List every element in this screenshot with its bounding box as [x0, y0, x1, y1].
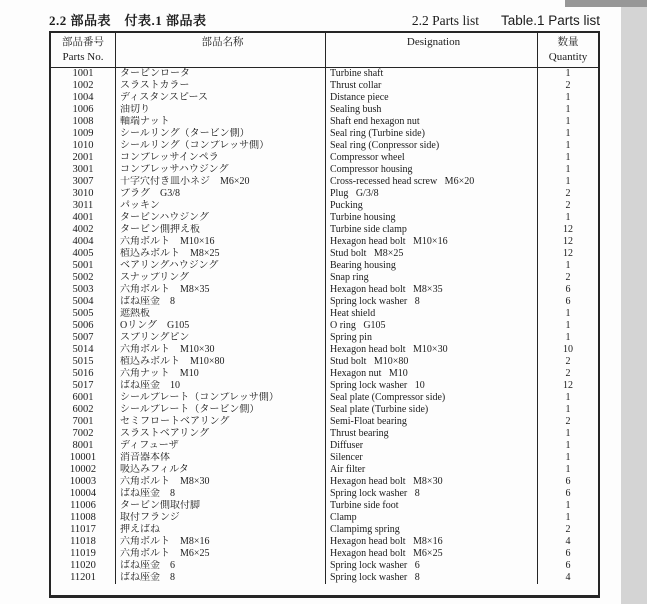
part-name-jp: ディスタンスピース [116, 92, 326, 104]
part-name-jp: シールプレート（タービン側） [116, 404, 326, 416]
part-quantity: 1 [565, 116, 571, 127]
part-quantity: 2 [565, 200, 571, 211]
part-name-jp: シールリング（タービン側） [116, 128, 326, 140]
part-quantity: 1 [565, 140, 571, 151]
part-designation: Cross-recessed head screw M6×20 [326, 176, 538, 188]
part-designation: Thrust collar [326, 80, 538, 92]
part-name-jp: 六角ナット M10 [116, 368, 326, 380]
parts-table [49, 31, 600, 598]
table-row [51, 236, 598, 248]
part-name-jp: 六角ボルト M10×16 [116, 236, 326, 248]
part-designation: Hexagon head bolt M8×35 [326, 284, 538, 296]
part-quantity: 4 [565, 536, 571, 547]
header-designation-en: Designation [406, 36, 461, 48]
part-number: 3010 [51, 188, 116, 200]
table-row [51, 440, 598, 452]
part-name-jp: ばね座金 8 [116, 488, 326, 500]
part-quantity: 1 [565, 92, 571, 103]
part-designation: Air filter [326, 464, 538, 476]
part-number: 5006 [51, 320, 116, 332]
part-quantity: 1 [565, 68, 571, 79]
part-quantity: 4 [565, 572, 571, 583]
part-quantity: 1 [565, 128, 571, 139]
table-row [51, 140, 598, 152]
header-part-name-jp: 部品名称 [201, 37, 244, 48]
page-title-english-group [412, 13, 600, 32]
part-quantity: 12 [563, 236, 573, 247]
part-quantity: 2 [565, 272, 571, 283]
part-quantity: 2 [565, 188, 571, 199]
table-body [51, 68, 598, 584]
part-name-jp: ばね座金 8 [116, 572, 326, 584]
table-row [51, 524, 598, 536]
part-quantity: 1 [565, 452, 571, 463]
part-designation: Hexagon head bolt M8×30 [326, 476, 538, 488]
table-row [51, 128, 598, 140]
part-name-jp: タービン側押え板 [116, 224, 326, 236]
part-number: 4005 [51, 248, 116, 260]
part-quantity: 1 [565, 392, 571, 403]
part-designation: Spring lock washer 6 [326, 560, 538, 572]
page-title-japanese: 2.2 部品表 付表.1 部品表 [49, 10, 207, 32]
part-number: 6002 [51, 404, 116, 416]
part-name-jp: ばね座金 6 [116, 560, 326, 572]
part-number: 11201 [51, 572, 116, 584]
part-designation: Plug G/3/8 [326, 188, 538, 200]
part-name-jp: 植込みボルト M8×25 [116, 248, 326, 260]
scan-edge-shadow [621, 0, 647, 604]
part-number: 5007 [51, 332, 116, 344]
part-designation: Seal plate (Turbine side) [326, 404, 538, 416]
part-quantity: 10 [563, 344, 573, 355]
part-quantity: 6 [565, 488, 571, 499]
part-quantity: 6 [565, 476, 571, 487]
table-row [51, 404, 598, 416]
part-designation: Hexagon nut M10 [326, 368, 538, 380]
part-designation: Compressor housing [326, 164, 538, 176]
part-quantity: 1 [565, 104, 571, 115]
table-row [51, 320, 598, 332]
part-designation: Hexagon head bolt M6×25 [326, 548, 538, 560]
header-parts-no-en: Parts No. [62, 51, 104, 63]
part-name-jp: 六角ボルト M6×25 [116, 548, 326, 560]
part-number: 4001 [51, 212, 116, 224]
part-quantity: 2 [565, 368, 571, 379]
part-designation: Seal ring (Turbine side) [326, 128, 538, 140]
part-designation: Diffuser [326, 440, 538, 452]
part-name-jp: 吸込みフィルタ [116, 464, 326, 476]
part-quantity: 12 [563, 380, 573, 391]
part-quantity: 1 [565, 176, 571, 187]
table-row [51, 80, 598, 92]
part-number: 5005 [51, 308, 116, 320]
part-name-jp: 六角ボルト M8×35 [116, 284, 326, 296]
part-number: 5014 [51, 344, 116, 356]
part-name-jp: 六角ボルト M8×16 [116, 536, 326, 548]
part-number: 11006 [51, 500, 116, 512]
table-row [51, 548, 598, 560]
table-row [51, 272, 598, 284]
part-name-jp: スラストカラー [116, 80, 326, 92]
part-name-jp: 六角ボルト M10×30 [116, 344, 326, 356]
part-quantity: 1 [565, 152, 571, 163]
part-quantity: 1 [565, 260, 571, 271]
table-row [51, 428, 598, 440]
part-quantity: 1 [565, 404, 571, 415]
part-number: 5017 [51, 380, 116, 392]
part-name-jp: タービンハウジング [116, 212, 326, 224]
table-row [51, 380, 598, 392]
table-caption-english: Table.1 Parts list [500, 13, 600, 28]
part-name-jp: 十字穴付き皿小ネジ M6×20 [116, 176, 326, 188]
part-quantity: 1 [565, 320, 571, 331]
header-parts-no-jp: 部品番号 [62, 37, 104, 48]
part-name-jp: スナップリング [116, 272, 326, 284]
part-quantity: 12 [563, 248, 573, 259]
part-name-jp: 植込みボルト M10×80 [116, 356, 326, 368]
part-quantity: 2 [565, 80, 571, 91]
table-row [51, 248, 598, 260]
table-row [51, 92, 598, 104]
part-designation: Shaft end hexagon nut [326, 116, 538, 128]
part-quantity: 1 [565, 332, 571, 343]
part-number: 4002 [51, 224, 116, 236]
part-number: 6001 [51, 392, 116, 404]
part-name-jp: 遮熱板 [116, 308, 326, 320]
part-number: 8001 [51, 440, 116, 452]
part-designation: Pucking [326, 200, 538, 212]
part-name-jp: ばね座金 10 [116, 380, 326, 392]
table-row [51, 572, 598, 584]
part-designation: Spring lock washer 8 [326, 572, 538, 584]
part-quantity: 1 [565, 164, 571, 175]
page-title-english: 2.2 Parts list [411, 13, 479, 28]
part-designation: Seal ring (Conpressor side) [326, 140, 538, 152]
part-quantity: 12 [563, 224, 573, 235]
part-designation: Turbine shaft [326, 68, 538, 80]
part-designation: Clampimg spring [326, 524, 538, 536]
part-name-jp: プラグ G3/8 [116, 188, 326, 200]
part-name-jp: タービン側取付脚 [116, 500, 326, 512]
part-name-jp: セミフロートベアリング [116, 416, 326, 428]
part-designation: Snap ring [326, 272, 538, 284]
table-row [51, 488, 598, 500]
part-name-jp: 六角ボルト M8×30 [116, 476, 326, 488]
table-row [51, 308, 598, 320]
part-number: 11018 [51, 536, 116, 548]
table-row [51, 296, 598, 308]
part-number: 10001 [51, 452, 116, 464]
part-designation: Spring pin [326, 332, 538, 344]
part-designation: Spring lock washer 8 [326, 488, 538, 500]
part-designation: Spring lock washer 10 [326, 380, 538, 392]
part-designation: Hexagon head bolt M10×16 [326, 236, 538, 248]
part-designation: Sealing bush [326, 104, 538, 116]
part-designation: Heat shield [326, 308, 538, 320]
part-designation: Distance piece [326, 92, 538, 104]
part-number: 7001 [51, 416, 116, 428]
part-name-jp: Oリング G105 [116, 320, 326, 332]
table-row [51, 104, 598, 116]
part-number: 1009 [51, 128, 116, 140]
part-designation: Hexagon head bolt M8×16 [326, 536, 538, 548]
part-number: 4004 [51, 236, 116, 248]
part-quantity: 1 [565, 500, 571, 511]
table-row [51, 536, 598, 548]
part-name-jp: スプリングピン [116, 332, 326, 344]
part-quantity: 1 [565, 212, 571, 223]
table-row [51, 260, 598, 272]
part-designation: Turbine housing [326, 212, 538, 224]
part-designation: Clamp [326, 512, 538, 524]
part-number: 3007 [51, 176, 116, 188]
table-row [51, 152, 598, 164]
part-name-jp: スラストベアリング [116, 428, 326, 440]
part-designation: Turbine side foot [326, 500, 538, 512]
table-row [51, 512, 598, 524]
part-number: 1010 [51, 140, 116, 152]
table-row [51, 500, 598, 512]
table-row [51, 356, 598, 368]
part-designation: Seal plate (Compressor side) [326, 392, 538, 404]
header-part-name [116, 33, 326, 67]
part-name-jp: 押えばね [116, 524, 326, 536]
part-number: 1002 [51, 80, 116, 92]
table-row [51, 476, 598, 488]
part-number: 5004 [51, 296, 116, 308]
part-name-jp: 消音器本体 [116, 452, 326, 464]
table-row [51, 560, 598, 572]
part-number: 1008 [51, 116, 116, 128]
part-quantity: 1 [565, 464, 571, 475]
part-number: 11017 [51, 524, 116, 536]
table-row [51, 464, 598, 476]
table-row [51, 392, 598, 404]
part-number: 5001 [51, 260, 116, 272]
part-name-jp: コンプレッサインペラ [116, 152, 326, 164]
part-number: 11020 [51, 560, 116, 572]
part-name-jp: ばね座金 8 [116, 296, 326, 308]
part-designation: Spring lock washer 8 [326, 296, 538, 308]
part-name-jp: ディフューザ [116, 440, 326, 452]
header-quantity-jp: 数量 [557, 37, 579, 48]
part-designation: Silencer [326, 452, 538, 464]
part-designation: Compressor wheel [326, 152, 538, 164]
part-number: 2001 [51, 152, 116, 164]
part-name-jp: シールリング（コンプレッサ側） [116, 140, 326, 152]
part-number: 5002 [51, 272, 116, 284]
part-number: 1004 [51, 92, 116, 104]
table-row [51, 164, 598, 176]
part-designation: O ring G105 [326, 320, 538, 332]
table-row [51, 284, 598, 296]
table-row [51, 68, 598, 80]
part-quantity: 6 [565, 560, 571, 571]
part-number: 10004 [51, 488, 116, 500]
table-row [51, 452, 598, 464]
part-number: 5015 [51, 356, 116, 368]
part-quantity: 1 [565, 308, 571, 319]
part-quantity: 2 [565, 416, 571, 427]
part-name-jp: コンプレッサハウジング [116, 164, 326, 176]
table-row [51, 344, 598, 356]
part-name-jp: 取付フランジ [116, 512, 326, 524]
table-row [51, 332, 598, 344]
header-quantity-en: Quantity [548, 51, 588, 63]
part-name-jp: タービンロータ [116, 68, 326, 80]
part-designation: Semi-Float bearing [326, 416, 538, 428]
part-quantity: 1 [565, 428, 571, 439]
part-number: 7002 [51, 428, 116, 440]
part-number: 10003 [51, 476, 116, 488]
part-number: 5016 [51, 368, 116, 380]
part-name-jp: シールプレート（コンプレッサ側） [116, 392, 326, 404]
part-number: 5003 [51, 284, 116, 296]
table-row [51, 116, 598, 128]
part-quantity: 6 [565, 284, 571, 295]
part-name-jp: パッキン [116, 200, 326, 212]
part-number: 1001 [51, 68, 116, 80]
part-designation: Hexagon head bolt M10×30 [326, 344, 538, 356]
title-bar [49, 10, 600, 32]
part-number: 1006 [51, 104, 116, 116]
table-row [51, 224, 598, 236]
part-designation: Bearing housing [326, 260, 538, 272]
part-name-jp: 油切り [116, 104, 326, 116]
header-parts-no [51, 33, 116, 67]
scan-corner-shadow [565, 0, 647, 7]
table-row [51, 212, 598, 224]
part-designation: Stud bolt M10×80 [326, 356, 538, 368]
header-quantity [538, 33, 598, 67]
part-designation: Turbine side clamp [326, 224, 538, 236]
part-quantity: 1 [565, 440, 571, 451]
table-row [51, 188, 598, 200]
part-quantity: 2 [565, 524, 571, 535]
part-number: 3001 [51, 164, 116, 176]
part-designation: Thrust bearing [326, 428, 538, 440]
part-quantity: 6 [565, 296, 571, 307]
table-row [51, 200, 598, 212]
part-number: 11008 [51, 512, 116, 524]
header-designation [326, 33, 538, 67]
part-number: 3011 [51, 200, 116, 212]
table-row [51, 176, 598, 188]
table-row [51, 416, 598, 428]
part-name-jp: 軸端ナット [116, 116, 326, 128]
part-quantity: 6 [565, 548, 571, 559]
part-name-jp: ベアリングハウジング [116, 260, 326, 272]
part-number: 10002 [51, 464, 116, 476]
part-number: 11019 [51, 548, 116, 560]
part-quantity: 1 [565, 512, 571, 523]
part-designation: Stud bolt M8×25 [326, 248, 538, 260]
table-row [51, 368, 598, 380]
part-quantity: 2 [565, 356, 571, 367]
table-header-row [51, 33, 598, 68]
